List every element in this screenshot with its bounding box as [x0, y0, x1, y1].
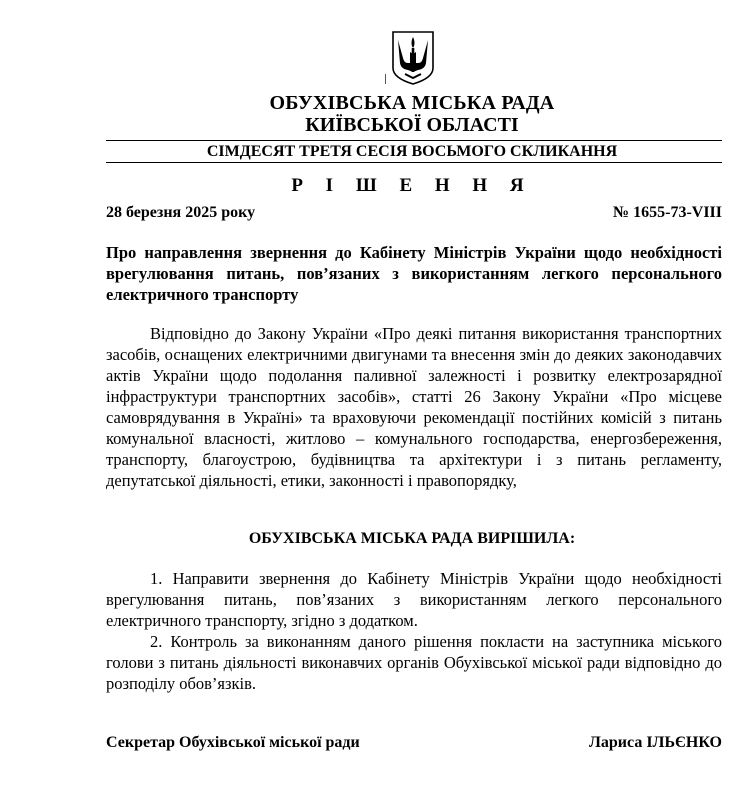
document-type: Р І Ш Е Н Н Я	[291, 175, 533, 196]
preamble-paragraph: Відповідно до Закону України «Про деякі питання використання транспортних засобів, оснащених електричними двигунами та внесення змін до деяких законодавчих актів України щодо подолання паливної залежності і розвитку електрозарядної інфраструктури транспортних засобів», статті 26 Закону України «Про місцеве самоврядування в Україні» та враховуючи рекомендації постійних комісій з питань комунальної власності, житлово – комунального господарства, енергозбереження, транспорту, благоустрою, будівництва та архітектури і з питань регламенту, депутатської діяльності, етики, законності і правопорядку,	[106, 324, 722, 490]
mark-tick	[385, 74, 386, 84]
region-name: КИЇВСЬКОЇ ОБЛАСТІ	[305, 114, 519, 136]
signature-position: Секретар Обухівської міської ради	[106, 734, 360, 751]
signature-name: Лариса ІЛЬЄНКО	[588, 734, 722, 751]
council-name: ОБУХІВСЬКА МІСЬКА РАДА	[269, 92, 555, 114]
header-rule-bottom	[106, 162, 722, 163]
header-rule-top	[106, 140, 722, 141]
decision-item-1: 1. Направити звернення до Кабінету Міністрів України щодо необхідності врегулювання питань, пов’язаних з використанням легкого персонального електричного транспорту, згідно з додатком.	[106, 569, 722, 630]
document-subject: Про направлення звернення до Кабінету Міністрів України щодо необхідності врегулювання питань, пов’язаних з використанням легкого персонального електричного транспорту	[106, 243, 722, 304]
decision-item-2: 2. Контроль за виконанням даного рішення покласти на заступника міського голови з питань діяльності виконавчих органів Обухівської міської ради відповідно до розподілу обов’язків.	[106, 632, 722, 693]
document-date: 28 березня 2025 року	[106, 204, 256, 221]
session-line: СІМДЕСЯТ ТРЕТЯ СЕСІЯ ВОСЬМОГО СКЛИКАННЯ	[206, 143, 618, 160]
decision-heading: ОБУХІВСЬКА МІСЬКА РАДА ВИРІШИЛА:	[248, 530, 576, 547]
trident-emblem-icon	[389, 28, 437, 86]
document-number: № 1655-73-VIII	[613, 204, 722, 221]
